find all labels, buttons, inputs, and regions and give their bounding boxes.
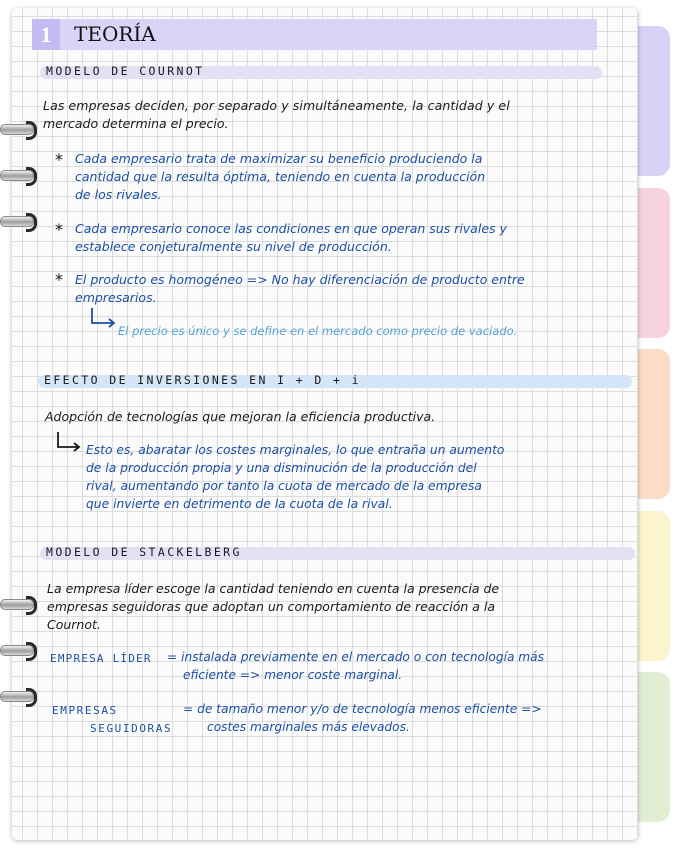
paragraph-line: empresas seguidoras que adoptan un comportamiento de reacción a la [47, 599, 496, 614]
bullet-line: de los rivales. [75, 187, 162, 202]
return-arrow-icon [54, 430, 84, 454]
explanation-line: de la producción propia y una disminución de la producción del [86, 461, 477, 475]
bullet-line: cantidad que la resulta óptima, teniendo en cuenta la producción [75, 169, 486, 184]
section-heading-inversiones: EFECTO DE INVERSIONES EN I + D + i [44, 373, 362, 387]
title-number: 1 [32, 19, 60, 50]
followers-label: EMPRESAS [52, 704, 118, 717]
paragraph-line: Las empresas deciden, por separado y simultáneamente, la cantidad y el [43, 98, 510, 113]
paragraph-line: La empresa líder escoge la cantidad teniendo en cuenta la presencia de [47, 581, 500, 596]
followers-label: SEGUIDORAS [90, 722, 173, 735]
paragraph-line: mercado determina el precio. [43, 116, 229, 131]
explanation-line: que invierte en detrimento de la cuota de la rival. [86, 497, 393, 511]
bullet-line: Cada empresario trata de maximizar su beneficio produciendo la [75, 151, 483, 166]
binder-ring-icon [0, 213, 40, 229]
binder-ring-icon [0, 642, 40, 658]
section-heading-stackelberg: MODELO DE STACKELBERG [46, 545, 242, 559]
asterisk-icon: * [55, 270, 63, 289]
paragraph-line: Cournot. [47, 617, 101, 632]
explanation-line: Esto es, abaratar los costes marginales, lo que entraña un aumento [86, 443, 505, 457]
followers-definition-line: = de tamaño menor y/o de tecnología menos eficiente => [183, 702, 542, 716]
leader-definition-line: = instalada previamente en el mercado o con tecnología más [167, 650, 544, 664]
binder-ring-icon [0, 596, 40, 612]
asterisk-icon: * [55, 150, 63, 169]
leader-label: EMPRESA LÍDER [50, 652, 152, 665]
asterisk-icon: * [55, 220, 63, 239]
followers-definition-line: costes marginales más elevados. [207, 720, 410, 734]
bullet-line: establece conjeturalmente su nivel de producción. [75, 239, 392, 254]
page-title: TEORÍA [74, 22, 156, 46]
binder-ring-icon [0, 121, 40, 137]
binder-ring-icon [0, 688, 40, 704]
bullet-line: empresarios. [75, 290, 157, 305]
leader-definition-line: eficiente => menor coste marginal. [183, 668, 403, 682]
binder-ring-icon [0, 167, 40, 183]
note-line: El precio es único y se define en el mercado como precio de vaciado. [118, 324, 518, 338]
return-arrow-icon [88, 306, 118, 330]
section-heading-cournot: MODELO DE COURNOT [46, 64, 205, 78]
bullet-line: El producto es homogéneo => No hay diferenciación de producto entre [75, 272, 525, 287]
paragraph-line: Adopción de tecnologías que mejoran la eficiencia productiva. [45, 409, 436, 424]
explanation-line: rival, aumentando por tanto la cuota de mercado de la empresa [86, 479, 482, 493]
bullet-line: Cada empresario conoce las condiciones en que operan sus rivales y [75, 221, 507, 236]
